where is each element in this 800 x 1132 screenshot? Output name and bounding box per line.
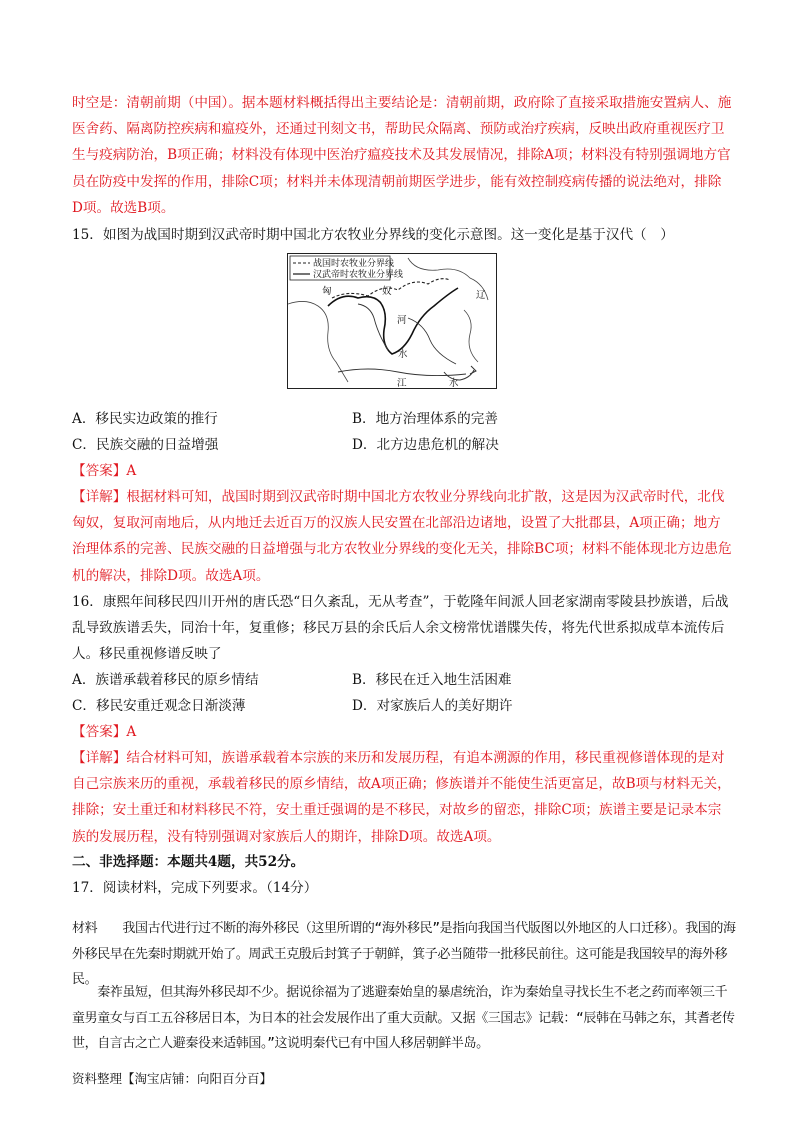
q15-option-a: A．移民实边政策的推行 — [72, 411, 218, 427]
q16-option-a: A．族谱承载着移民的原乡情结 — [72, 672, 259, 688]
yellow-river-west — [358, 304, 388, 350]
page-footer: 资料整理【淘宝店铺：向阳百分百】 — [72, 1071, 273, 1086]
label-xiong: 匈 — [322, 286, 332, 297]
map-terrain-line — [288, 301, 348, 382]
label-nu: 奴 — [382, 286, 392, 297]
q16-answer: 【答案】A — [72, 724, 137, 740]
q16-option-b: B．移民在迁入地生活困难 — [352, 672, 512, 688]
q17-passage-paragraph-2: 秦祚虽短，但其海外移民却不少。据说徐福为了逃避秦始皇的暴虐统治，诈为秦始皇寻找长生不老之药而率领三千童男童女与百工五谷移居日本，为日本的社会发展作出了重大贡献。又据《三国志》记载：“辰韩在马韩之东，其耆老传世，自言古之亡人避秦役来适韩国。”这说明秦代已有中国人移居朝鲜半岛。 — [72, 985, 735, 1052]
legend-han-wudi: 汉武帝时农牧业分界线 — [313, 270, 404, 280]
section-2-heading: 二、非选择题：本题共4题，共52分。 — [72, 854, 305, 870]
q15-stem: 15．如图为战国时期到汉武帝时期中国北方农牧业分界线的变化示意图。这一变化是基于汉代（ ） — [72, 227, 674, 243]
q15-option-d: D．北方边患危机的解决 — [352, 437, 499, 453]
map-svg — [288, 254, 496, 388]
label-jiang: 江 — [397, 378, 407, 388]
q15-answer: 【答案】A — [72, 463, 137, 479]
label-liao: 辽 — [476, 290, 486, 301]
q16-option-c: C．移民安重迁观念日渐淡薄 — [72, 698, 246, 714]
q15-option-b: B．地方治理体系的完善 — [352, 411, 498, 427]
legend-warring-states: 战国时农牧业分界线 — [313, 259, 395, 269]
previous-explanation: 时空是：清朝前期（中国）。据本题材料概括得出主要结论是：清朝前期，政府除了直接采取措施安置病人、施医舍药、隔离防控疾病和瘟疫外，还通过刊刻文书，帮助民众隔离、预防或治疗疾病，反映出政府重视医疗卫生与疫病防治，B项正确；材料没有体现中医治疗瘟疫技术及其发展情况，排除A项；材料没有特别强调地方官员在防疫中发挥的作用，排除C项；材料并未体现清朝前期医学进步，能有效控制疫病传播的说法绝对，排除D项。故选B项。 — [72, 95, 732, 216]
q16-detail: 【详解】结合材料可知，族谱承载着本宗族的来历和发展历程，有追本溯源的作用，移民重视修谱体现的是对自己宗族来历的重视，承载着移民的原乡情结，故A项正确；修族谱并不能使生活更富足，故B项与材料无关，排除；安土重迁和材料移民不符，安土重迁强调的是不移民，对故乡的留恋，排除C项；族谱主要是记录本宗族的发展历程，没有特别强调对家族后人的期许，排除D项。故选A项。 — [72, 750, 731, 845]
q17-passage-paragraph-1: 材料 我国古代进行过不断的海外移民（这里所谓的“海外移民”是指向我国当代版图以外地区的人口迁移）。我国的海外移民早在先秦时期就开始了。周武王克殷后封箕子于朝鲜，箕子必当随带一批移民前往。这可能是我国较早的海外移民。 — [72, 921, 736, 988]
q17-stem: 17．阅读材料，完成下列要求。（14分） — [72, 880, 318, 896]
q16-option-d: D．对家族后人的美好期许 — [352, 698, 513, 714]
yellow-river-lower — [408, 318, 456, 364]
label-he: 河 — [397, 315, 407, 326]
q16-stem: 16．康熙年间移民四川开州的唐氏恐“日久紊乱，无从考查”，于乾隆年间派人回老家湖南零陵县抄族谱，后战乱导致族谱丢失，同治十年，复重修；移民万县的余氏后人余文榜常忧谱牒失传，将先代世系拟成草本流传后人。移民重视修谱反映了 — [72, 594, 729, 663]
q15-detail: 【详解】根据材料可知，战国时期到汉武帝时期中国北方农牧业分界线向北扩散，这是因为汉武帝时代，北伐匈奴，复取河南地后，从内地迁去近百万的汉族人民安置在北部沿边诸地，设置了大批郡县，A项正确；地方治理体系的完善、民族交融的日益增强与北方农牧业分界线的变化无关，排除BC项；材料不能体现北方边患危机的解决，排除D项。故选A项。 — [72, 489, 732, 584]
q16-options — [72, 667, 732, 719]
q15-options — [72, 406, 732, 458]
river-arrow-head — [470, 366, 476, 374]
han-wudi-boundary — [328, 288, 458, 354]
map-coastline — [464, 310, 478, 362]
label-shui-south: 水 — [449, 378, 459, 388]
farming-pastoral-boundary-map — [287, 253, 497, 389]
q15-option-c: C．民族交融的日益增强 — [72, 437, 219, 453]
label-shui-north: 水 — [398, 349, 408, 360]
